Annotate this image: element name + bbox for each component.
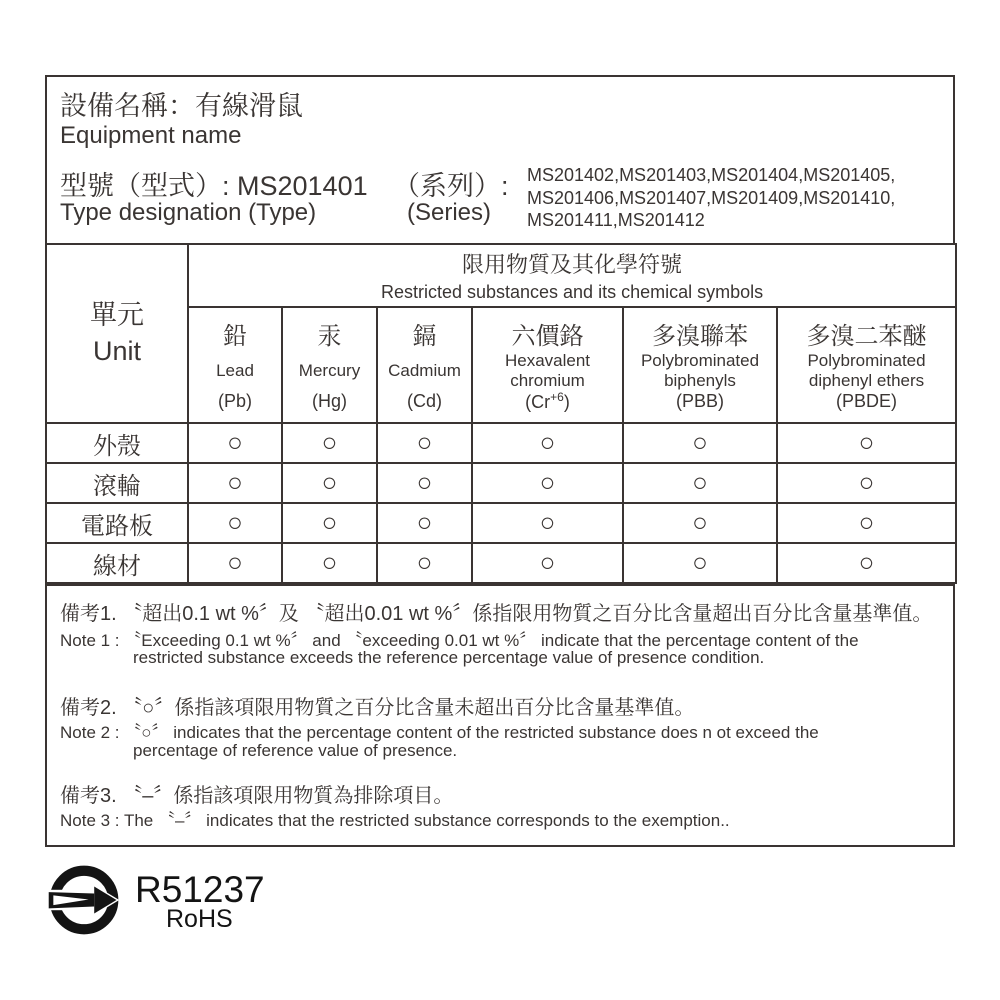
column-symbol: (PBDE) <box>836 391 898 411</box>
presence-cell <box>472 543 623 583</box>
column-symbol <box>525 390 570 413</box>
compliance-circle: ○ <box>227 548 243 578</box>
presence-cell <box>282 463 377 503</box>
table-row-cable <box>46 543 956 583</box>
presence-cell <box>472 503 623 543</box>
compliance-circle: ○ <box>416 508 433 538</box>
presence-cell <box>623 503 777 543</box>
compliance-circle: ○ <box>321 468 338 498</box>
compliance-circle: ○ <box>416 548 433 578</box>
presence-cell <box>377 463 472 503</box>
column-symbol: (Cd) <box>407 390 442 411</box>
compliance-circle: ○ <box>227 428 243 458</box>
substances-header-cell <box>188 244 956 307</box>
series-model-list <box>527 164 895 232</box>
compliance-circle: ○ <box>858 428 875 458</box>
compliance-circle: ○ <box>539 428 556 458</box>
presence-cell <box>377 503 472 543</box>
note1-en-line1: Note 1 : 〝Exceeding 0.1 wt %〞 and 〝exceeding 0.01 wt %〞 indicate that the percentage content of the <box>60 631 859 650</box>
compliance-circle: ○ <box>858 508 875 538</box>
presence-cell <box>472 463 623 503</box>
presence-cell <box>188 543 282 583</box>
substances-header-zh: 限用物質及其化學符號 <box>462 252 683 277</box>
compliance-circle: ○ <box>539 548 556 578</box>
column-name-zh: 多溴聯苯 <box>652 323 748 350</box>
unit-header-en: Unit <box>92 335 141 366</box>
presence-cell <box>282 423 377 463</box>
series-model-line: MS201411,MS201412 <box>527 210 705 230</box>
type-designation-en: Type designation (Type) <box>60 199 317 226</box>
column-name-zh: 汞 <box>317 323 342 350</box>
presence-cell <box>188 423 282 463</box>
compliance-circle: ○ <box>858 468 875 498</box>
compliance-circle: ○ <box>416 468 433 498</box>
column-header-pbb <box>623 307 777 423</box>
compliance-circle: ○ <box>321 428 338 458</box>
table-row-wheel <box>46 463 956 503</box>
presence-cell <box>777 543 956 583</box>
compliance-circle: ○ <box>692 428 708 458</box>
series-label-zh: （系列）: <box>393 171 509 201</box>
column-header-hexavalent-chromium <box>472 307 623 423</box>
compliance-circle: ○ <box>539 468 556 498</box>
presence-cell <box>623 543 777 583</box>
compliance-circle: ○ <box>692 468 708 498</box>
row-label: 電路板 <box>46 503 188 543</box>
equipment-name-zh: 設備名稱：有線滑鼠 <box>60 91 303 121</box>
equipment-header-section <box>45 75 955 245</box>
column-name-en: Cadmium <box>388 361 461 381</box>
presence-cell <box>777 503 956 543</box>
compliance-circle: ○ <box>321 508 338 538</box>
presence-cell <box>188 503 282 543</box>
compliance-circle: ○ <box>416 428 433 458</box>
presence-cell <box>777 423 956 463</box>
presence-cell <box>282 543 377 583</box>
compliance-circle: ○ <box>692 548 708 578</box>
note2-zh: 備考2. 〝○〞係指該項限用物質之百分比含量未超出百分比含量基準值。 <box>60 697 695 719</box>
column-name-en: Mercury <box>298 361 361 381</box>
symbol-prefix: (Cr <box>525 392 551 413</box>
type-designation-zh: 型號（型式）: MS201401 <box>60 171 368 201</box>
unit-header-cell <box>46 244 188 423</box>
column-symbol: (Pb) <box>217 390 252 411</box>
equipment-name-en: Equipment name <box>60 122 242 149</box>
presence-cell <box>282 503 377 543</box>
note2-en-line2: percentage of reference value of presence. <box>133 741 458 760</box>
presence-cell <box>377 543 472 583</box>
compliance-circle: ○ <box>692 508 708 538</box>
note3-en-line1: Note 3 : The 〝–〞 indicates that the restricted substance corresponds to the exemption.. <box>60 811 730 830</box>
compliance-circle: ○ <box>227 508 243 538</box>
table-row-circuit-board <box>46 503 956 543</box>
row-label: 外殼 <box>46 423 188 463</box>
column-name-en: Lead <box>216 361 254 381</box>
note1-en-line2: restricted substance exceeds the reference percentage value of presence condition. <box>133 648 765 667</box>
substances-header-en: Restricted substances and its chemical symbols <box>380 282 764 302</box>
column-header-lead <box>188 307 282 423</box>
column-header-cadmium <box>377 307 472 423</box>
presence-cell <box>623 463 777 503</box>
compliance-circle: ○ <box>227 468 243 498</box>
series-label-en: (Series) <box>407 199 492 226</box>
note1-zh: 備考1. 〝超出0.1 wt %〞及 〝超出0.01 wt %〞係指限用物質之百分比含量超出百分比含量基準值。 <box>60 603 933 625</box>
presence-cell <box>377 423 472 463</box>
bsmi-mark-icon <box>45 861 123 939</box>
presence-cell <box>188 463 282 503</box>
column-header-pbde <box>777 307 956 423</box>
rohs-label: RoHS <box>166 905 233 933</box>
column-name-en: Polybrominated biphenyls <box>640 351 760 390</box>
symbol-superscript: +6 <box>550 390 564 405</box>
compliance-circle: ○ <box>858 548 875 578</box>
column-name-zh: 六價鉻 <box>511 323 584 350</box>
column-symbol: (Hg) <box>312 390 347 411</box>
presence-cell <box>777 463 956 503</box>
series-model-line: MS201402,MS201403,MS201404,MS201405, <box>527 165 896 185</box>
row-label: 線材 <box>46 543 188 583</box>
column-name-en: Polybrominated diphenyl ethers <box>807 351 926 390</box>
series-model-line: MS201406,MS201407,MS201409,MS201410, <box>527 187 896 208</box>
column-name-en: Hexavalent chromium <box>504 351 591 390</box>
note3-zh: 備考3. 〝–〞係指該項限用物質為排除項目。 <box>60 785 454 807</box>
compliance-circle: ○ <box>321 548 338 578</box>
table-row-housing <box>46 423 956 463</box>
column-symbol: (PBB) <box>675 391 724 411</box>
compliance-circle: ○ <box>539 508 556 538</box>
presence-cell <box>472 423 623 463</box>
restricted-substances-table <box>45 243 957 584</box>
column-header-mercury <box>282 307 377 423</box>
column-name-zh: 多溴二苯醚 <box>806 323 927 350</box>
row-label: 滾輪 <box>46 463 188 503</box>
column-name-zh: 鎘 <box>412 323 437 350</box>
unit-header-zh: 單元 <box>90 300 144 331</box>
symbol-suffix: ) <box>563 392 570 413</box>
registration-number: R51237 <box>135 869 265 910</box>
note2-en-line1: Note 2 : 〝○〞 indicates that the percentage content of the restricted substance does n ot exceed the <box>60 723 819 742</box>
presence-cell <box>623 423 777 463</box>
column-name-zh: 鉛 <box>223 323 247 350</box>
